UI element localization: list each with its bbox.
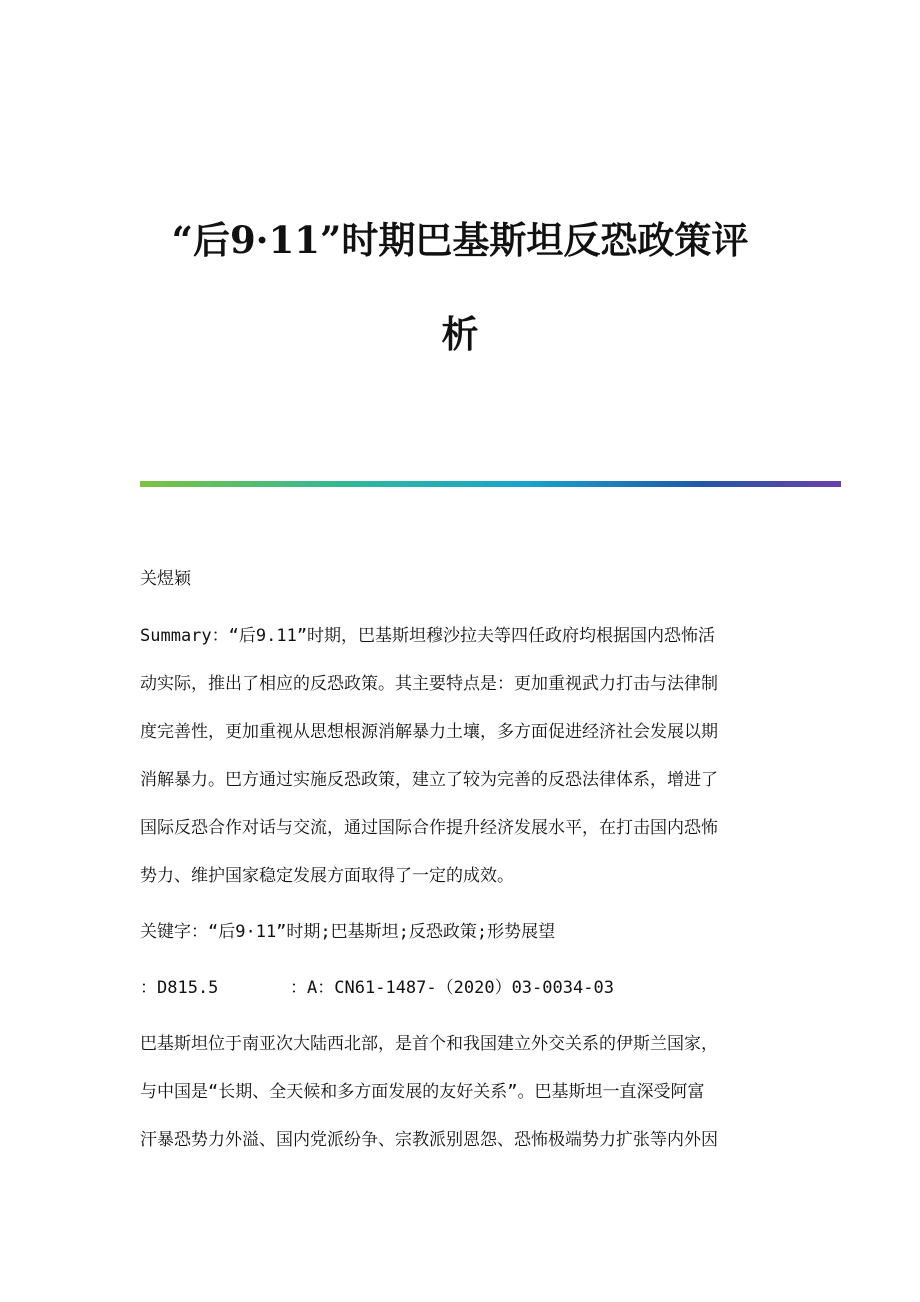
summary-line: 势力、维护国家稳定发展方面取得了一定的成效。 [140,866,514,886]
classification-info: ：D815.5 ：A：CN61-1487-（2020）03-0034-03 [140,978,614,998]
title-line-2: 析 [441,312,479,356]
summary-line: 国际反恐合作对话与交流，通过国际合作提升经济发展水平，在打击国内恐怖 [140,818,718,838]
summary-line: Summary：“后9.11”时期，巴基斯坦穆沙拉夫等四任政府均根据国内恐怖活 [140,626,716,646]
summary-line: 消解暴力。巴方通过实施反恐政策，建立了较为完善的反恐法律体系，增进了 [140,770,718,790]
author-name: 关煜颖 [140,569,191,589]
summary-line: 动实际，推出了相应的反恐政策。其主要特点是：更加重视武力打击与法律制 [140,674,718,694]
title-line-1: “后9·11”时期巴基斯坦反恐政策评 [171,218,749,262]
gradient-divider [140,481,841,487]
summary-line: 度完善性，更加重视从思想根源消解暴力土壤，多方面促进经济社会发展以期 [140,722,718,742]
keywords: 关键字：“后9·11”时期;巴基斯坦;反恐政策;形势展望 [140,922,556,942]
body-line: 巴基斯坦位于南亚次大陆西北部，是首个和我国建立外交关系的伊斯兰国家， [140,1034,718,1054]
body-line: 汗暴恐势力外溢、国内党派纷争、宗教派别恩怨、恐怖极端势力扩张等内外因 [140,1130,718,1150]
body-line: 与中国是“长期、全天候和多方面发展的友好关系”。巴基斯坦一直深受阿富 [140,1082,705,1102]
